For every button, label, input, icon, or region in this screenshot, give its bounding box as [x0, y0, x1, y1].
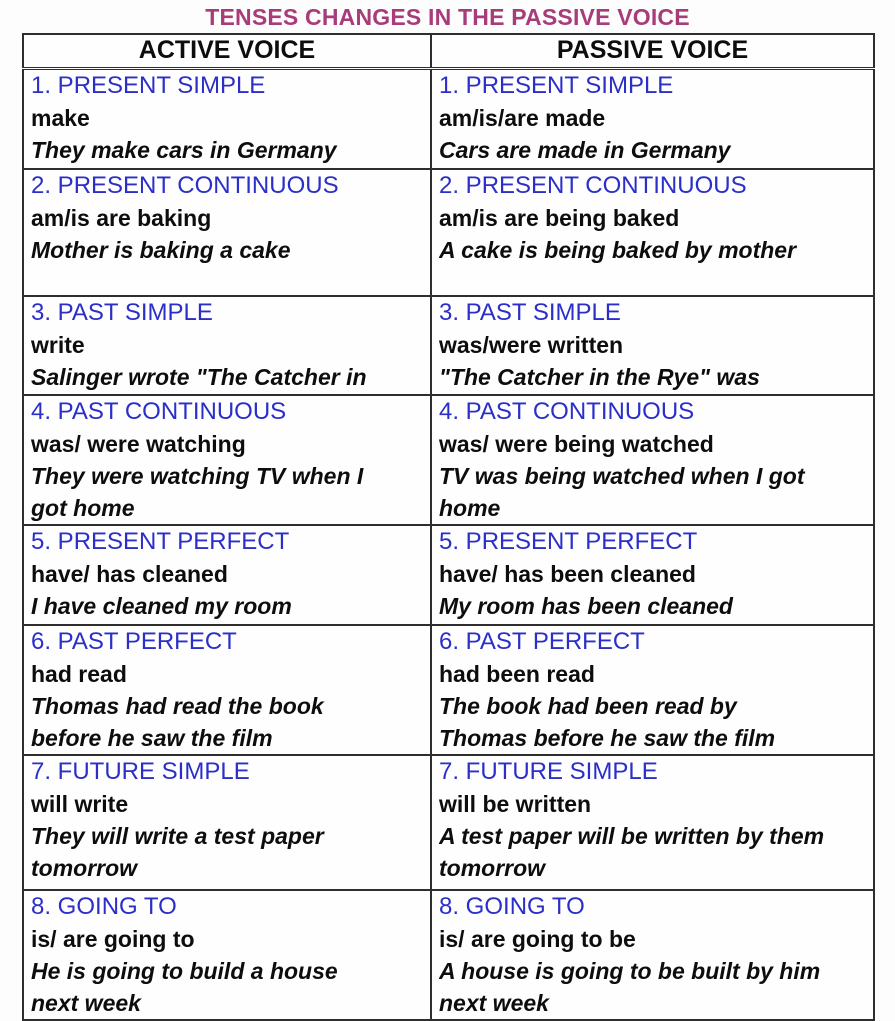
active-verb: was/ were watching: [31, 430, 246, 457]
passive-example-line-2: next week: [439, 989, 549, 1016]
table-row: [23, 69, 874, 169]
passive-verb: had been read: [439, 660, 595, 687]
table-row: [23, 890, 874, 1020]
active-verb: will write: [31, 790, 129, 817]
passive-example-line-1: A cake is being baked by mother: [439, 236, 797, 263]
passive-verb: will be written: [439, 790, 592, 817]
active-verb: am/is are baking: [31, 204, 212, 231]
passive-verb: am/is/are made: [439, 105, 606, 131]
passive-cell: [431, 625, 874, 755]
active-cell: [23, 296, 431, 395]
passive-example-line-1: TV was being watched when I got: [439, 462, 805, 489]
passive-tense: 4. PAST CONTINUOUS: [439, 397, 695, 425]
active-cell: [23, 69, 431, 169]
active-cell: [23, 755, 431, 890]
table-row: [23, 625, 874, 755]
active-example-line-1: They make cars in Germany: [31, 137, 337, 163]
active-verb: is/ are going to: [31, 925, 195, 952]
active-tense: 3. PAST SIMPLE: [31, 298, 213, 326]
active-tense: 6. PAST PERFECT: [31, 627, 237, 655]
active-voice-header: ACTIVE VOICE: [23, 34, 431, 69]
passive-cell: [431, 169, 874, 296]
table-row: [23, 169, 874, 296]
passive-tense: 2. PRESENT CONTINUOUS: [439, 171, 747, 199]
passive-cell: [431, 525, 874, 625]
passive-example-line-1: The book had been read by: [439, 692, 737, 719]
passive-cell: [431, 395, 874, 525]
passive-verb: have/ has been cleaned: [439, 560, 696, 587]
page-title: TENSES CHANGES IN THE PASSIVE VOICE: [205, 4, 690, 30]
passive-example-line-1: My room has been cleaned: [439, 592, 733, 619]
table-row: [23, 525, 874, 625]
passive-cell: [431, 296, 874, 395]
active-example-line-2: next week: [31, 989, 141, 1016]
passive-example-line-1: "The Catcher in the Rye" was: [439, 363, 760, 390]
passive-example-line-1: A test paper will be written by them: [439, 822, 825, 849]
passive-cell: [431, 755, 874, 890]
passive-tense: 6. PAST PERFECT: [439, 627, 645, 655]
passive-cell: [431, 69, 874, 169]
passive-example-line-2: Thomas before he saw the film: [439, 724, 776, 751]
active-example-line-1: I have cleaned my room: [31, 592, 292, 619]
active-tense: 7. FUTURE SIMPLE: [31, 757, 250, 785]
active-tense: 1. PRESENT SIMPLE: [31, 72, 266, 99]
active-cell: [23, 525, 431, 625]
passive-verb: is/ are going to be: [439, 925, 636, 952]
active-example-line-2: before he saw the film: [31, 724, 273, 751]
passive-voice-header: PASSIVE VOICE: [431, 34, 874, 69]
passive-example-line-2: tomorrow: [439, 854, 546, 881]
active-cell: [23, 169, 431, 296]
passive-tense: 1. PRESENT SIMPLE: [439, 72, 674, 99]
passive-tense: 3. PAST SIMPLE: [439, 298, 621, 326]
tenses-table: [22, 33, 875, 1021]
passive-tense: 8. GOING TO: [439, 892, 585, 920]
header-row: [23, 34, 874, 69]
active-example-line-1: He is going to build a house: [31, 957, 338, 984]
passive-tense: 5. PRESENT PERFECT: [439, 527, 698, 555]
active-cell: [23, 395, 431, 525]
passive-verb: am/is are being baked: [439, 204, 680, 231]
passive-example-line-2: home: [439, 494, 501, 521]
active-verb: make: [31, 105, 90, 131]
active-tense: 5. PRESENT PERFECT: [31, 527, 290, 555]
active-tense: 8. GOING TO: [31, 892, 177, 920]
active-example-line-1: They will write a test paper: [31, 822, 324, 849]
active-tense: 4. PAST CONTINUOUS: [31, 397, 287, 425]
active-example-line-1: Salinger wrote "The Catcher in: [31, 363, 367, 390]
active-verb: write: [31, 331, 85, 358]
table-row: [23, 395, 874, 525]
active-verb: had read: [31, 660, 127, 687]
passive-verb: was/were written: [439, 331, 624, 358]
active-example-line-2: tomorrow: [31, 854, 138, 881]
active-example-line-1: They were watching TV when I: [31, 462, 364, 489]
active-cell: [23, 625, 431, 755]
passive-example-line-1: Cars are made in Germany: [439, 137, 731, 163]
table-row: [23, 755, 874, 890]
active-cell: [23, 890, 431, 1020]
passive-cell: [431, 890, 874, 1020]
passive-example-line-1: A house is going to be built by him: [439, 957, 821, 984]
active-tense: 2. PRESENT CONTINUOUS: [31, 171, 339, 199]
passive-verb: was/ were being watched: [439, 430, 714, 457]
passive-tense: 7. FUTURE SIMPLE: [439, 757, 658, 785]
active-verb: have/ has cleaned: [31, 560, 228, 587]
table-row: [23, 296, 874, 395]
active-example-line-1: Thomas had read the book: [31, 692, 324, 719]
active-example-line-1: Mother is baking a cake: [31, 236, 291, 263]
active-example-line-2: got home: [31, 494, 135, 521]
